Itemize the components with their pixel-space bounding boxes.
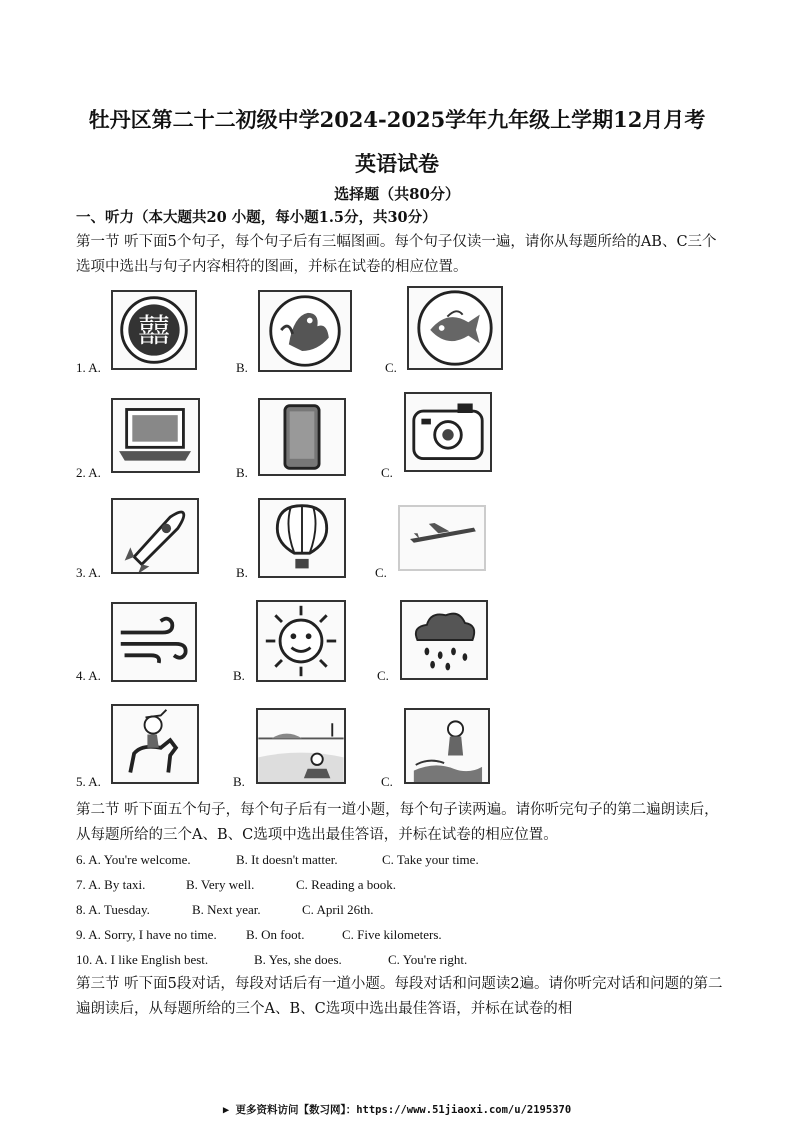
wind-icon: [111, 602, 197, 682]
q7-option-c: C. Reading a book.: [296, 877, 397, 892]
boy-sea-icon: [404, 708, 490, 784]
question-1-label: 1. A.: [76, 360, 101, 375]
section-subtitle: 选择题（共80分）: [334, 185, 460, 203]
camera-icon: [404, 392, 492, 472]
question-5-b: B.: [233, 774, 245, 789]
question-3-c: C.: [375, 565, 387, 580]
horse-rider-icon: [111, 704, 199, 784]
listening-heading: 一、听力（本大题共20 小题，每小题1.5分，共30分）: [76, 209, 437, 226]
question-1-c: C.: [385, 360, 397, 375]
question-3-label: 3. A.: [76, 565, 101, 580]
question-4-c: C.: [377, 668, 389, 683]
q7-option-b: B. Very well.: [186, 877, 255, 892]
fish-papercut-icon: [407, 286, 503, 370]
sun-icon: [256, 600, 346, 682]
laptop-icon: [111, 398, 200, 473]
q9-option-a: 9. A. Sorry, I have no time.: [76, 927, 217, 942]
question-3-b: B.: [236, 565, 248, 580]
q7-option-a: 7. A. By taxi.: [76, 877, 146, 892]
question-5-label: 5. A.: [76, 774, 101, 789]
q10-option-a: 10. A. I like English best.: [76, 952, 209, 967]
svg-text:囍: 囍: [137, 311, 171, 350]
question-2-label: 2. A.: [76, 465, 101, 480]
q9-option-b: B. On foot.: [246, 927, 305, 942]
double-happiness-icon: [111, 290, 197, 370]
question-4-label: 4. A.: [76, 668, 101, 683]
question-2-b: B.: [236, 465, 248, 480]
question-5-c: C.: [381, 774, 393, 789]
part3-instructions: 第三节 听下面5段对话，每段对话后有一道小题。每段对话和问题读2遍。请你听完对话和问题的第二遍朗读后，从每题所给的三个A、B、C选项中选出最佳答语，并标在试卷的相: [76, 976, 723, 1017]
beach-icon: [256, 708, 346, 784]
q6-option-c: C. Take your time.: [382, 852, 479, 867]
q10-option-b: B. Yes, she does.: [254, 952, 342, 967]
phone-icon: [258, 398, 346, 476]
question-1-b: B.: [236, 360, 248, 375]
footer-link[interactable]: ▶ 更多资料访问【数习网】：https://www.51jiaoxi.com/u/2195370: [222, 1104, 572, 1116]
q6-option-a: 6. A. You're welcome.: [76, 852, 191, 867]
q10-option-c: C. You're right.: [388, 952, 468, 967]
q6-option-b: B. It doesn't matter.: [236, 852, 338, 867]
q8-option-a: 8. A. Tuesday.: [76, 902, 150, 917]
rooster-papercut-icon: [258, 290, 352, 372]
rocket-icon: [111, 498, 199, 574]
hot-air-balloon-icon: [258, 498, 346, 578]
q9-option-c: C. Five kilometers.: [342, 927, 442, 942]
rain-cloud-icon: [400, 600, 488, 680]
q8-option-c: C. April 26th.: [302, 902, 374, 917]
question-4-b: B.: [233, 668, 245, 683]
exam-title-line2: 英语试卷: [355, 151, 439, 176]
airplane-icon: [398, 505, 486, 571]
part1-instructions: 第一节 听下面5个句子，每个句子后有三幅图画。每个句子仅读一遍，请你从每题所给的AB、C三个选项中选出与句子内容相符的图画，并标在试卷的相应位置。: [76, 234, 717, 275]
part2-instructions: 第二节 听下面五个句子，每个句子后有一道小题，每个句子读两遍。请你听完句子的第二遍朗读后，从每题所给的三个A、B、C选项中选出最佳答语，并标在试卷的相应位置。: [76, 802, 719, 843]
q8-option-b: B. Next year.: [192, 902, 261, 917]
question-2-c: C.: [381, 465, 393, 480]
exam-title-line1: 牡丹区第二十二初级中学2024-2025学年九年级上学期12月月考: [88, 107, 706, 132]
